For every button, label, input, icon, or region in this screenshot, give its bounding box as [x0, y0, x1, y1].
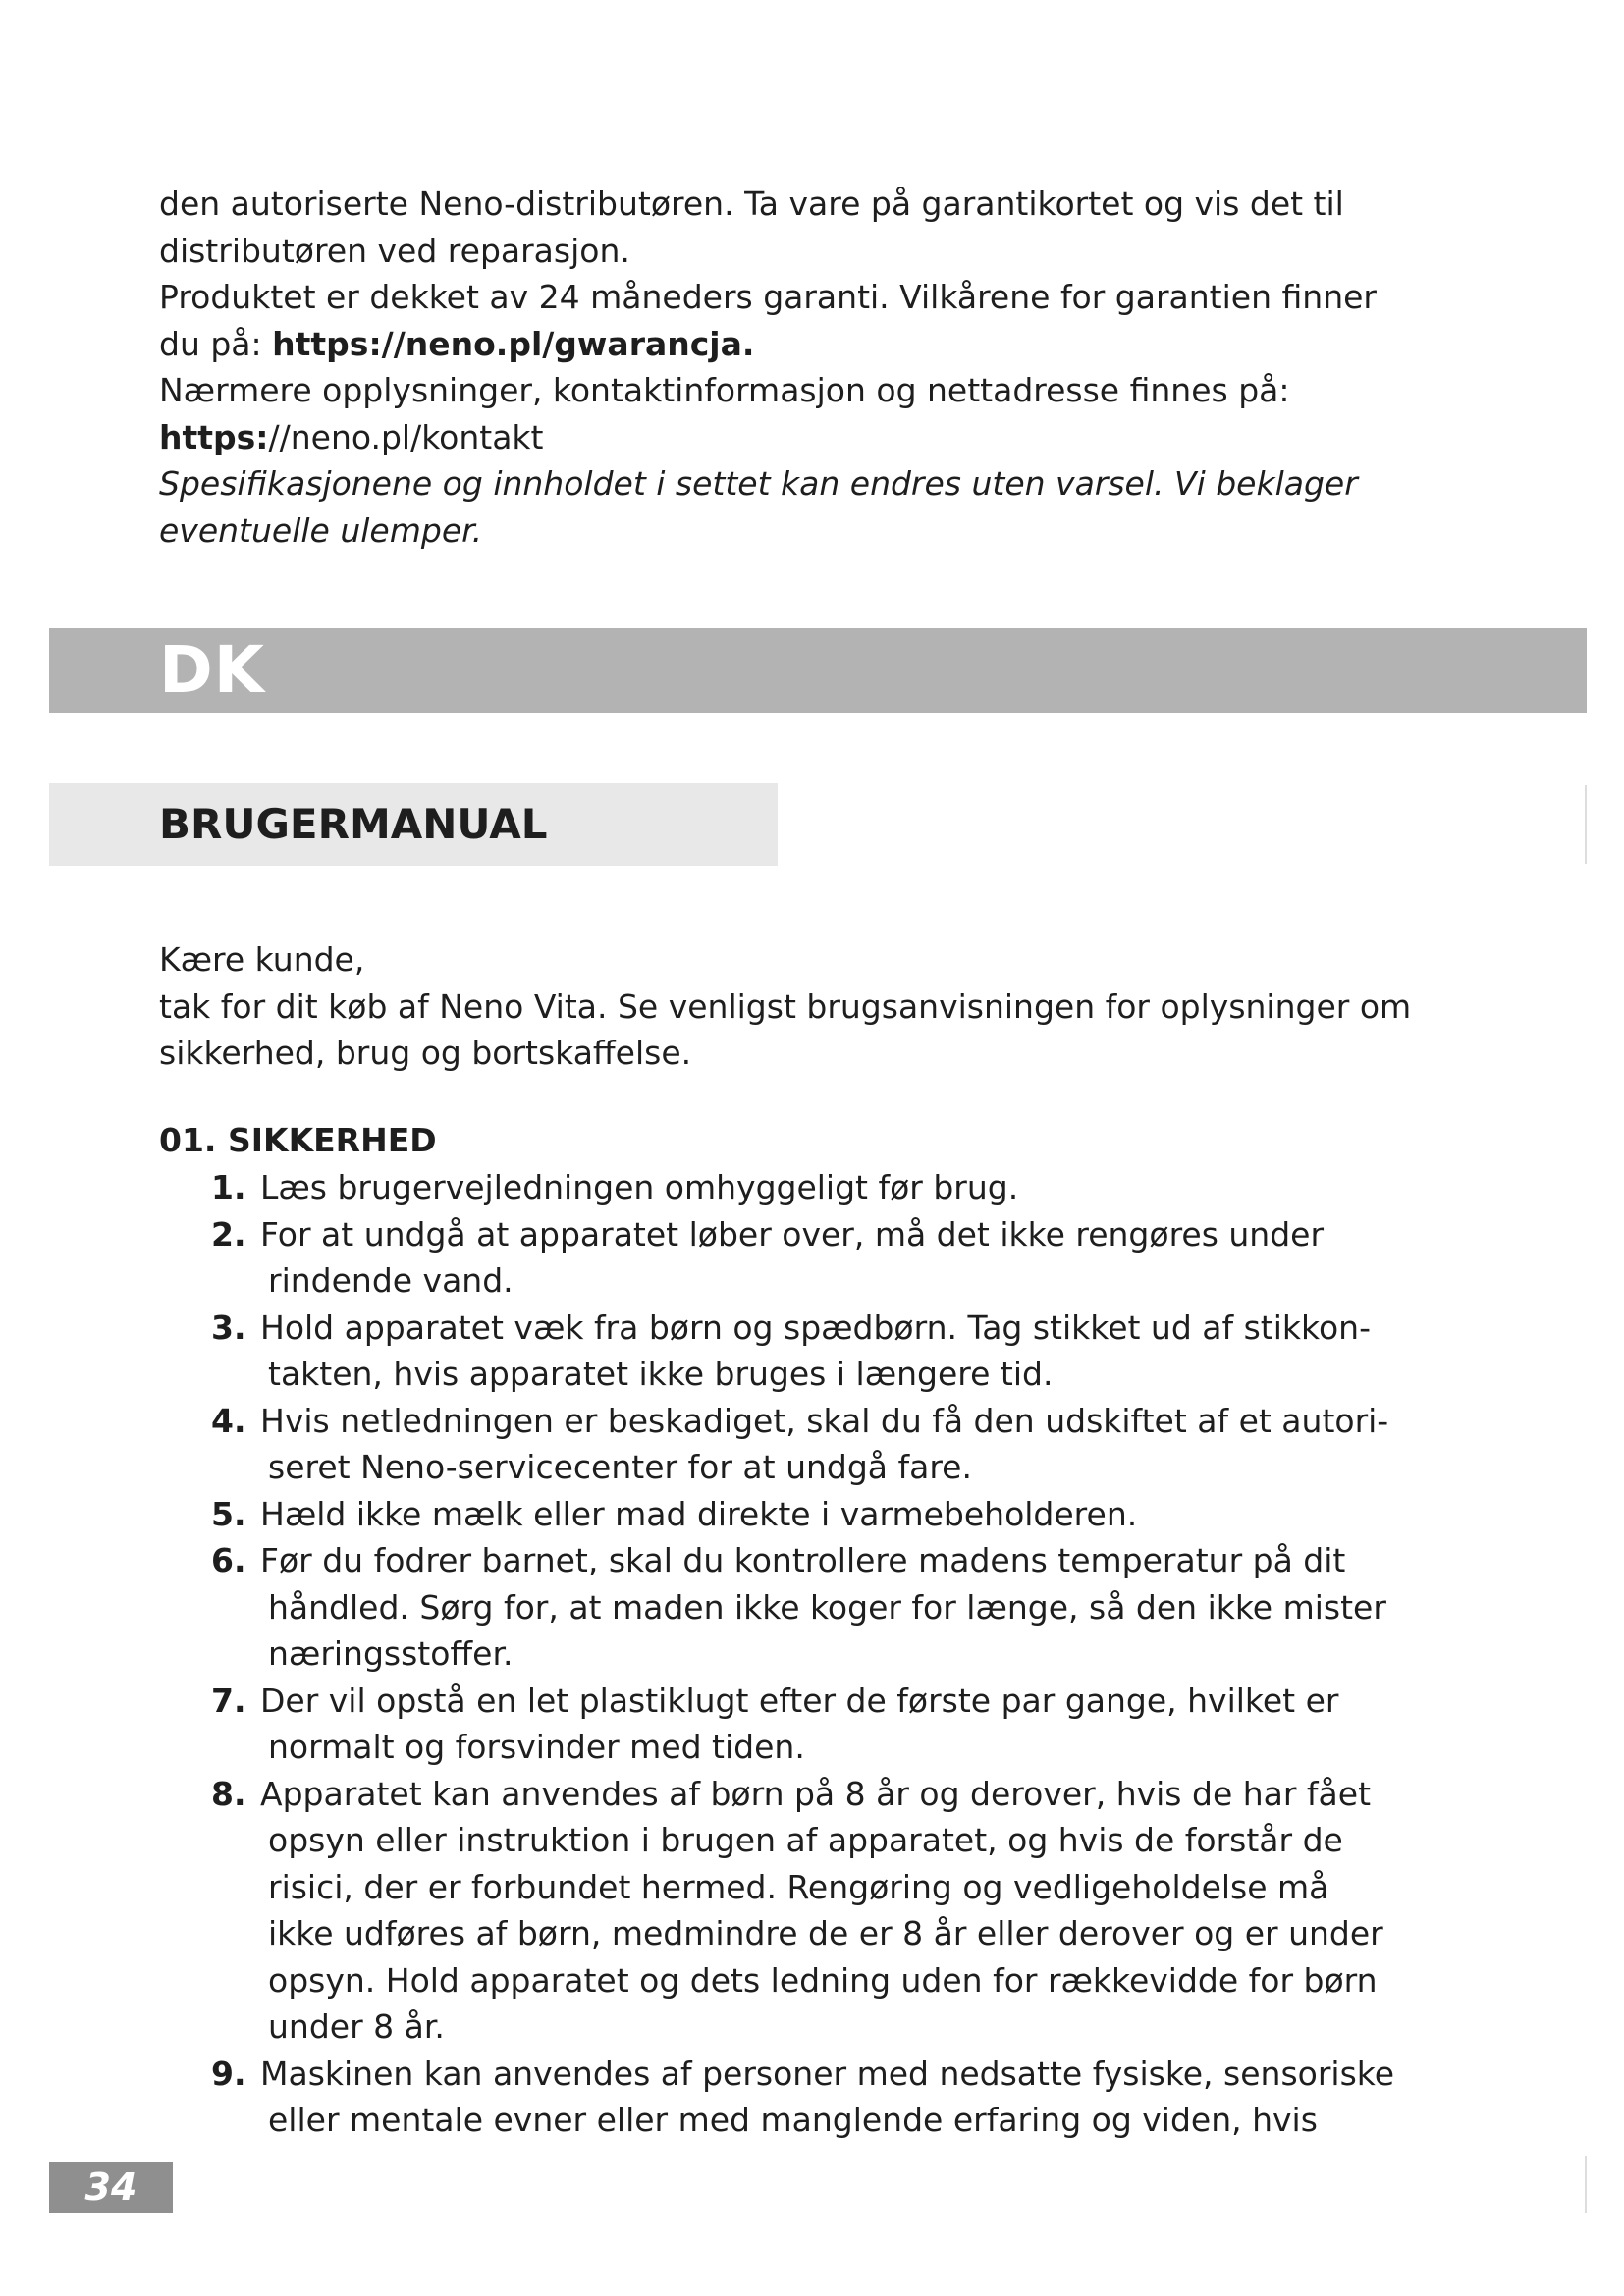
intro-line: distributøren ved reparasjon.: [159, 231, 630, 270]
safety-item-text: For at undgå at apparatet løber over, må det ikke rengøres under: [260, 1214, 1325, 1254]
section-title: 01. SIKKERHED: [159, 1121, 437, 1159]
safety-item-text: Hæld ikke mælk eller mad direkte i varmebeholderen.: [260, 1494, 1138, 1533]
safety-item-text: normalt og forsvinder med tiden.: [268, 1728, 805, 1766]
safety-item: [211, 1491, 1409, 1538]
disclaimer-line: eventuelle ulemper.: [159, 510, 483, 550]
safety-item-text: opsyn. Hold apparatet og dets ledning uden for rækkevidde for børn: [268, 1960, 1378, 2000]
safety-item-number: 8.: [211, 1774, 246, 1813]
edge-mark: [1585, 785, 1587, 864]
intro-line: den autoriserte Neno-distributøren. Ta vare på garantikortet og vis det til: [159, 185, 1344, 223]
manual-heading-band: [49, 783, 778, 866]
intro-paragraph: [159, 181, 1396, 554]
contact-link-protocol: https:: [159, 417, 269, 456]
safety-item: [211, 1771, 1409, 2051]
safety-item-text: Læs brugervejledningen omhyggeligt før brug.: [260, 1168, 1019, 1206]
safety-item-number: 3.: [211, 1308, 246, 1347]
safety-item: [211, 1537, 1409, 1678]
safety-item-number: 7.: [211, 1681, 246, 1720]
page-number: 34: [84, 2165, 137, 2209]
disclaimer-line: Spesifikasjonene og innholdet i settet kan endres uten varsel. Vi beklager: [159, 464, 1358, 503]
safety-item-text: under 8 år.: [268, 2007, 445, 2046]
safety-item-text: ikke udføres af børn, medmindre de er 8 år eller derover og er under: [268, 1914, 1383, 1952]
edge-mark: [1585, 2156, 1587, 2213]
contact-link[interactable]: [159, 414, 1396, 461]
safety-item-text: Apparatet kan anvendes af børn på 8 år og derover, hvis de har fået: [260, 1774, 1372, 1813]
intro-line: Nærmere opplysninger, kontaktinformasjon og nettadresse finnes på:: [159, 371, 1290, 409]
language-code: DK: [159, 632, 265, 708]
greeting-line: sikkerhed, brug og bortskaffelse.: [159, 1034, 692, 1072]
warranty-link[interactable]: https://neno.pl/gwarancja.: [272, 324, 755, 363]
safety-item-text: næringsstoffer.: [268, 1634, 514, 1673]
safety-item-text: eller mentale evner eller med manglende erfaring og viden, hvis: [268, 2101, 1318, 2139]
safety-item-number: 4.: [211, 1401, 246, 1440]
manual-heading: BRUGERMANUAL: [159, 800, 548, 848]
safety-item-number: 2.: [211, 1214, 246, 1254]
safety-item-number: 5.: [211, 1494, 246, 1533]
page-number-box: [49, 2162, 173, 2213]
greeting-line: Kære kunde,: [159, 940, 365, 979]
greeting-line: tak for dit køb af Neno Vita. Se venligst brugsanvisningen for oplysninger om: [159, 987, 1412, 1026]
intro-line: Produktet er dekket av 24 måneders garanti. Vilkårene for garantien finner: [159, 278, 1377, 316]
safety-item-text: risici, der er forbundet hermed. Rengøring og vedligeholdelse må: [268, 1867, 1329, 1906]
safety-item: [211, 1211, 1409, 1305]
safety-item-text: Der vil opstå en let plastiklugt efter de første par gange, hvilket er: [260, 1681, 1339, 1720]
contact-link-path: //neno.pl/kontakt: [268, 417, 544, 456]
safety-item-text: opsyn eller instruktion i brugen af apparatet, og hvis de forstår de: [268, 1821, 1343, 1859]
greeting-paragraph: [159, 936, 1412, 1077]
safety-item-text: seret Neno-servicecenter for at undgå fare.: [268, 1448, 972, 1486]
intro-text: du på:: [159, 324, 273, 363]
intro-line: [159, 321, 1396, 368]
safety-item-text: Maskinen kan anvendes af personer med nedsatte fysiske, sensoriske: [260, 2054, 1394, 2093]
safety-item-number: 6.: [211, 1541, 246, 1579]
safety-item-number: 1.: [211, 1168, 246, 1206]
safety-item-text: rindende vand.: [268, 1261, 514, 1300]
safety-item: [211, 1164, 1409, 1211]
safety-list: [211, 1164, 1409, 2144]
safety-item: [211, 2051, 1409, 2144]
safety-item-text: Før du fodrer barnet, skal du kontrollere madens temperatur på dit: [260, 1541, 1346, 1579]
safety-item-number: 9.: [211, 2054, 246, 2093]
safety-item-text: takten, hvis apparatet ikke bruges i længere tid.: [268, 1355, 1054, 1393]
language-band: [49, 628, 1587, 713]
safety-item: [211, 1398, 1409, 1491]
safety-item-text: håndled. Sørg for, at maden ikke koger for længe, så den ikke mister: [268, 1587, 1386, 1627]
safety-item: [211, 1678, 1409, 1771]
safety-item: [211, 1305, 1409, 1398]
safety-item-text: Hold apparatet væk fra børn og spædbørn. Tag stikket ud af stikkon-: [260, 1308, 1371, 1347]
safety-item-text: Hvis netledningen er beskadiget, skal du få den udskiftet af et autori-: [260, 1401, 1389, 1440]
